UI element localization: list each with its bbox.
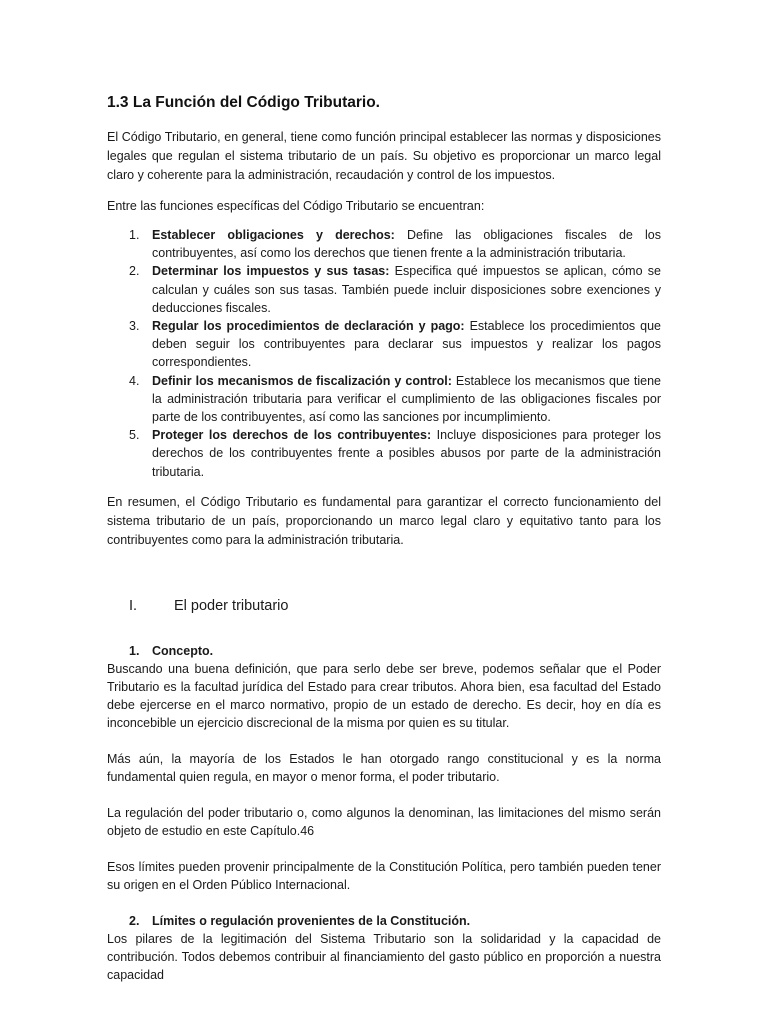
limits-body-paragraph: Los pilares de la legitimación del Sistema Tributario son la solidaridad y la capacidad de contribución. Todos debemos contribuir al financiamiento del gasto público en proporción a nuestra capacidad <box>107 931 661 982</box>
list-item <box>107 262 661 317</box>
list-item-label: Proteger los derechos de los contribuyentes: <box>152 428 432 443</box>
chapter-heading <box>107 596 661 616</box>
list-item-label: Establecer obligaciones y derechos: <box>152 228 395 242</box>
limits-heading <box>107 912 661 930</box>
list-item-text: Establece los procedimientos que deben seguir los contribuyentes para declarar sus impuestos y realizar los pagos correspondientes. <box>152 319 662 370</box>
functions-list <box>107 226 661 481</box>
section-title: 1.3 La Función del Código Tributario. <box>107 94 380 111</box>
concept-heading-number: 1. <box>129 643 140 658</box>
chapter-heading-text: El poder tributario <box>174 597 289 614</box>
list-number: 2. <box>129 264 140 279</box>
chapter-roman-numeral: I. <box>129 597 138 614</box>
list-number: 1. <box>129 228 140 242</box>
list-item-text: Incluye disposiciones para proteger los derechos de los contribuyentes frente a posibles abusos por parte de la administración tributaria. <box>152 428 661 479</box>
limits-heading-number: 2. <box>129 913 140 928</box>
list-number: 4. <box>129 373 140 388</box>
summary-paragraph: En resumen, el Código Tributario es fundamental para garantizar el correcto funcionamiento del sistema tributario de un país, proporcionando un marco legal claro y equitativo tanto para los contribuyentes como para la administración tributaria. <box>107 494 661 547</box>
intro-paragraph: El Código Tributario, en general, tiene como función principal establecer las normas y disposiciones legales que regulan el sistema tributario de un país. Su objetivo es proporcionar un marco legal claro y coherente para la administración, recaudación y control de los impuestos. <box>107 130 661 182</box>
list-number: 3. <box>129 319 140 334</box>
list-item-label: Regular los procedimientos de declaración y pago: <box>152 319 465 334</box>
list-item-text: Especifica qué impuestos se aplican, cómo se calculan y cuáles son sus tasas. También puede incluir disposiciones sobre exenciones y deducciones fiscales. <box>152 264 661 315</box>
list-item <box>107 317 661 372</box>
list-item-text: Establece los mecanismos que tiene la administración tributaria para verificar el cumplimiento de las obligaciones fiscales por parte de los contribuyentes, así como las sanciones por incumplimiento. <box>152 373 661 425</box>
document-page <box>107 92 661 984</box>
regulation-paragraph: La regulación del poder tributario o, como algunos la denominan, las limitaciones del mismo serán objeto de estudio en este Capítulo.46 <box>107 805 661 838</box>
limits-paragraph: Esos límites pueden provenir principalmente de la Constitución Política, pero también pueden tener su origen en el Orden Público Internacional. <box>107 859 661 892</box>
limits-heading-text: Límites o regulación provenientes de la Constitución. <box>152 913 471 928</box>
concept-heading <box>107 642 661 660</box>
list-item <box>107 426 661 481</box>
list-item-label: Determinar los impuestos y sus tasas: <box>152 264 390 279</box>
list-item-text: Define las obligaciones fiscales de los contribuyentes, así como los derechos que tienen frente a la administración tributaria. <box>152 228 661 261</box>
concept-heading-text: Concepto. <box>152 643 214 658</box>
list-number: 5. <box>129 428 140 443</box>
list-item <box>107 372 661 427</box>
concept-paragraph: Buscando una buena definición, que para serlo debe ser breve, podemos señalar que el Poder Tributario es la facultad jurídica del Estado para crear tributos. Ahora bien, esa facultad del Estado debe ejercerse en el marco normativo, propio de un estado de derecho. Es decir, hoy en día es inconcebible un ejercicio discrecional de la misma por quien es su titular. <box>107 661 661 730</box>
list-item <box>107 226 661 262</box>
list-item-label: Definir los mecanismos de fiscalización y control: <box>152 373 452 388</box>
constitutional-paragraph: Más aún, la mayoría de los Estados le han otorgado rango constitucional y es la norma fundamental quien regula, en mayor o menor forma, el poder tributario. <box>107 751 661 784</box>
functions-intro: Entre las funciones específicas del Código Tributario se encuentran: <box>107 199 485 213</box>
